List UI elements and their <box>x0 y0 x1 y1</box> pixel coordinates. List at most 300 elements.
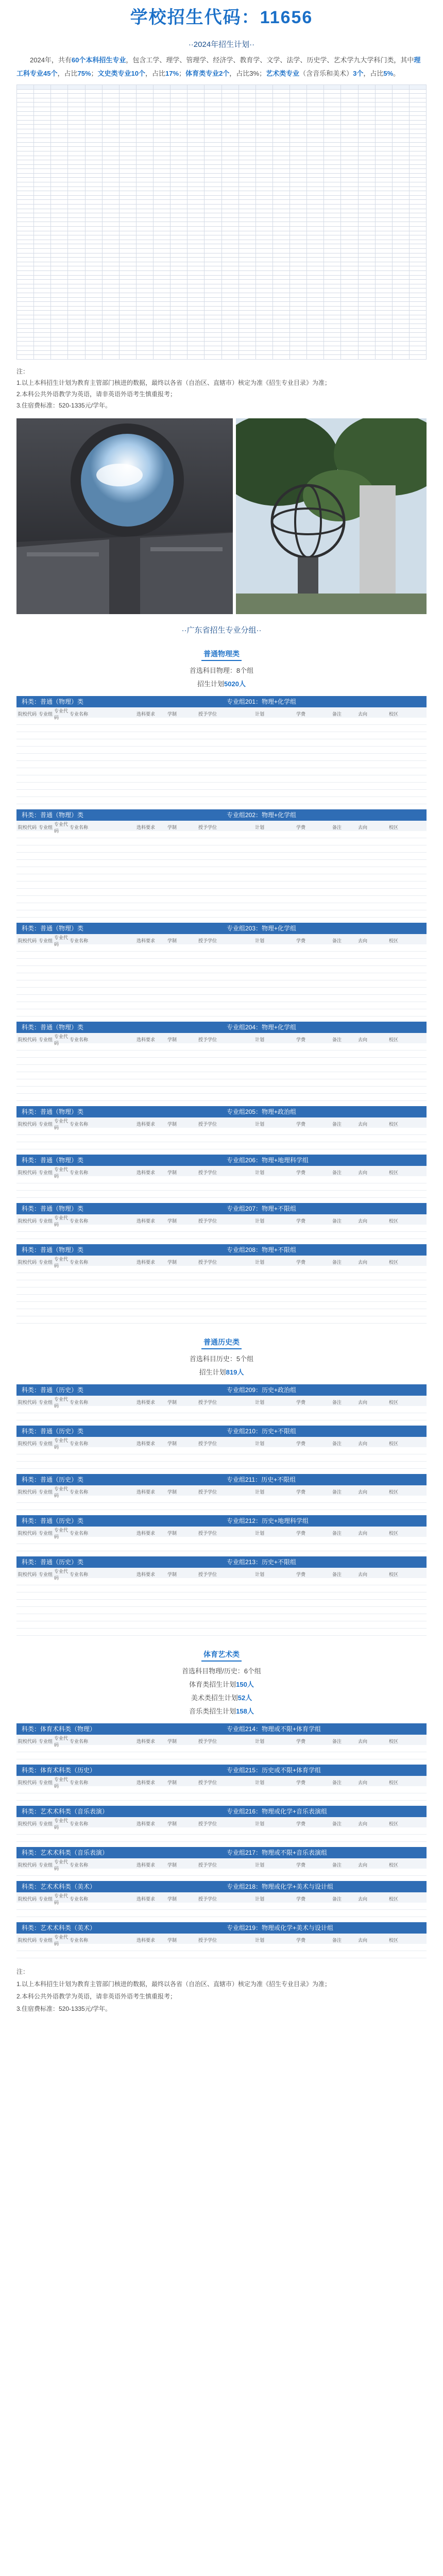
art-plan-label: 体育类招生计划 <box>189 1680 236 1688</box>
plan-table-cell <box>375 244 392 249</box>
plan-table-cell <box>188 187 205 191</box>
plan-table-cell <box>392 156 409 160</box>
phys-plan-value: 5020人 <box>224 680 246 688</box>
plan-table-cell <box>290 306 307 311</box>
plan-table-cell <box>238 275 255 280</box>
plan-table-cell <box>68 147 85 151</box>
plan-table-row <box>17 120 427 125</box>
plan-table-cell <box>341 222 358 227</box>
plan-table-cell <box>238 231 255 235</box>
plan-table-cell <box>222 302 238 307</box>
plan-table-cell <box>154 169 171 174</box>
column-header: 专业组 <box>39 825 53 831</box>
plan-table-cell <box>238 133 255 138</box>
plan-table-row <box>17 350 427 355</box>
plan-table-cell <box>188 191 205 196</box>
column-header: 去向 <box>358 1531 368 1536</box>
plan-table-cell <box>238 217 255 222</box>
table-row <box>16 1454 427 1462</box>
plan-table-cell <box>375 297 392 302</box>
plan-table-cell <box>238 164 255 169</box>
plan-table-row <box>17 142 427 147</box>
plan-table-row <box>17 222 427 227</box>
plan-table-cell <box>392 107 409 111</box>
plan-table-cell <box>392 111 409 116</box>
plan-table-cell <box>375 280 392 284</box>
plan-table-cell <box>68 129 85 133</box>
plan-table-cell <box>392 213 409 218</box>
plan-table-cell <box>392 85 409 90</box>
plan-table-cell <box>154 319 171 324</box>
plan-table-cell <box>188 156 205 160</box>
plan-table-cell <box>119 328 136 333</box>
plan-table-cell <box>119 169 136 174</box>
plan-table-cell <box>205 270 222 275</box>
plan-table-row <box>17 209 427 213</box>
plan-table-cell <box>17 89 34 94</box>
plan-table-cell <box>255 195 272 200</box>
plan-table-cell <box>102 240 119 244</box>
plan-table-cell <box>255 333 272 337</box>
table-row <box>16 853 427 860</box>
plan-table-cell <box>341 240 358 244</box>
plan-table-cell <box>358 151 375 156</box>
plan-table-cell <box>136 324 153 329</box>
plan-table-cell <box>409 284 426 289</box>
plan-table-cell <box>272 98 289 103</box>
plan-table-cell <box>392 133 409 138</box>
plan-table-cell <box>51 156 68 160</box>
plan-table-cell <box>68 240 85 244</box>
hist-group-meta <box>0 1352 443 1379</box>
plan-table-cell <box>255 142 272 147</box>
plan-table-cell <box>85 258 102 262</box>
plan-table-cell <box>222 350 238 355</box>
column-header: 学费 <box>296 1739 306 1744</box>
plan-table-cell <box>119 270 136 275</box>
plan-table-cell <box>238 103 255 107</box>
plan-table-cell <box>102 182 119 187</box>
hist-group-title <box>0 1336 443 1349</box>
plan-table-cell <box>205 266 222 271</box>
plan-table-cell <box>102 289 119 293</box>
major-group-name: 专业组207：物理+不限组 <box>227 1205 297 1213</box>
plan-table-cell <box>255 182 272 187</box>
plan-table-cell <box>119 293 136 297</box>
plan-table-cell <box>375 111 392 116</box>
plan-table-cell <box>188 107 205 111</box>
plan-table-cell <box>324 306 341 311</box>
plan-table-cell <box>171 231 188 235</box>
table-row <box>16 831 427 838</box>
major-group-table <box>16 1723 427 1759</box>
plan-table-row <box>17 297 427 302</box>
plan-table-cell <box>358 244 375 249</box>
plan-table-cell <box>136 258 153 262</box>
plan-table-cell <box>290 235 307 240</box>
plan-table-cell <box>188 85 205 90</box>
plan-table-cell <box>85 138 102 143</box>
plan-table-cell <box>119 142 136 147</box>
plan-table-cell <box>307 103 324 107</box>
plan-table-cell <box>154 217 171 222</box>
plan-table-cell <box>205 342 222 346</box>
plan-table-cell <box>136 98 153 103</box>
plan-table-cell <box>272 240 289 244</box>
plan-table-cell <box>34 231 51 235</box>
table-row <box>16 790 427 797</box>
plan-table-cell <box>68 258 85 262</box>
plan-table-cell <box>171 209 188 213</box>
note-line: 3.住宿费标准：520-1335元/学年。 <box>16 401 112 409</box>
plan-table-cell <box>392 205 409 209</box>
plan-table-cell <box>154 253 171 258</box>
plan-table-cell <box>255 173 272 178</box>
plan-table-cell <box>324 147 341 151</box>
column-header: 计划 <box>255 1938 265 1943</box>
plan-table-cell <box>17 355 34 360</box>
plan-table-cell <box>341 151 358 156</box>
plan-table-cell <box>85 187 102 191</box>
plan-table-row <box>17 160 427 165</box>
plan-table-cell <box>290 160 307 165</box>
plan-table-cell <box>188 94 205 98</box>
plan-table-cell <box>307 324 324 329</box>
plan-table-cell <box>136 125 153 129</box>
plan-table-cell <box>324 195 341 200</box>
plan-table-cell <box>255 107 272 111</box>
plan-table-cell <box>188 116 205 121</box>
major-group-category: 科类：普通（历史）类 <box>22 1428 84 1435</box>
plan-table-cell <box>119 315 136 319</box>
plan-table-cell <box>85 337 102 342</box>
plan-table-cell <box>392 328 409 333</box>
plan-table-cell <box>341 235 358 240</box>
plan-table-cell <box>205 350 222 355</box>
plan-table-cell <box>205 129 222 133</box>
plan-table-cell <box>136 195 153 200</box>
plan-table-cell <box>136 337 153 342</box>
plan-table-cell <box>324 187 341 191</box>
plan-table-cell <box>307 217 324 222</box>
plan-table-row <box>17 337 427 342</box>
table-row <box>16 1629 427 1636</box>
plan-table-cell <box>222 94 238 98</box>
plan-table-cell <box>119 209 136 213</box>
plan-table-cell <box>290 205 307 209</box>
plan-table-cell <box>68 244 85 249</box>
plan-table-cell <box>34 142 51 147</box>
column-header: 专业组 <box>39 1170 53 1176</box>
table-row <box>16 768 427 775</box>
column-header: 去向 <box>358 1938 368 1943</box>
column-header: 学制 <box>167 938 177 944</box>
major-group-header <box>16 1556 427 1568</box>
column-header: 专业组 <box>39 1441 53 1447</box>
plan-table-cell <box>68 311 85 315</box>
plan-table-cell <box>358 227 375 231</box>
column-header: 专业组 <box>39 1739 53 1744</box>
plan-table-cell <box>290 133 307 138</box>
major-group-category: 科类：普通（物理）类 <box>22 925 84 933</box>
plan-table-cell <box>290 151 307 156</box>
plan-table-cell <box>307 133 324 138</box>
art-group-title <box>0 1648 443 1662</box>
plan-table-cell <box>358 116 375 121</box>
plan-table-cell <box>272 187 289 191</box>
plan-table-cell <box>358 195 375 200</box>
plan-table-cell <box>154 280 171 284</box>
plan-table-cell <box>17 328 34 333</box>
plan-table-cell <box>341 324 358 329</box>
plan-table-cell <box>222 337 238 342</box>
plan-table-cell <box>324 107 341 111</box>
plan-table-cell <box>222 270 238 275</box>
plan-table-cell <box>171 142 188 147</box>
plan-table-cell <box>341 258 358 262</box>
column-header: 专业代码 <box>54 1256 69 1268</box>
plan-table-cell <box>341 129 358 133</box>
plan-table-cell <box>375 319 392 324</box>
plan-table-cell <box>85 120 102 125</box>
plan-table-cell <box>171 293 188 297</box>
plan-table-cell <box>68 270 85 275</box>
major-group-table <box>16 1474 427 1510</box>
plan-table-cell <box>409 120 426 125</box>
column-header: 备注 <box>332 1400 342 1405</box>
column-header: 备注 <box>332 1489 342 1495</box>
plan-table-cell <box>171 173 188 178</box>
plan-table-cell <box>34 205 51 209</box>
plan-table-cell <box>222 284 238 289</box>
plan-table-cell <box>68 284 85 289</box>
plan-table-cell <box>102 262 119 266</box>
plan-table-cell <box>307 248 324 253</box>
plan-table-cell <box>171 182 188 187</box>
plan-table-cell <box>119 217 136 222</box>
plan-table-cell <box>51 213 68 218</box>
plan-table-cell <box>409 89 426 94</box>
plan-table-cell <box>324 319 341 324</box>
column-header: 选科要求 <box>137 938 156 944</box>
plan-table-cell <box>17 270 34 275</box>
plan-table-cell <box>341 350 358 355</box>
plan-table-cell <box>85 240 102 244</box>
plan-table-cell <box>154 289 171 293</box>
table-row <box>16 1592 427 1600</box>
plan-table-cell <box>51 297 68 302</box>
plan-table-cell <box>154 125 171 129</box>
plan-table-cell <box>171 262 188 266</box>
plan-table-cell <box>272 129 289 133</box>
plan-table-cell <box>324 266 341 271</box>
column-header: 选科要求 <box>137 1780 156 1786</box>
plan-table-cell <box>238 142 255 147</box>
plan-table-cell <box>188 337 205 342</box>
intro-text: ，占比 <box>145 70 166 77</box>
plan-table-cell <box>375 262 392 266</box>
plan-table-cell <box>188 120 205 125</box>
plan-table-cell <box>375 289 392 293</box>
plan-table-cell <box>290 258 307 262</box>
column-header: 学制 <box>167 1821 177 1827</box>
plan-table-cell <box>255 266 272 271</box>
plan-table-cell <box>205 253 222 258</box>
plan-table-cell <box>188 217 205 222</box>
plan-table-cell <box>102 324 119 329</box>
plan-table-cell <box>255 178 272 182</box>
plan-table-cell <box>222 355 238 360</box>
plan-table-cell <box>222 142 238 147</box>
plan-table-cell <box>136 319 153 324</box>
column-header: 授予学位 <box>198 1862 217 1868</box>
plan-table-row <box>17 244 427 249</box>
plan-table-cell <box>222 222 238 227</box>
plan-table-cell <box>136 248 153 253</box>
major-group-header <box>16 1203 427 1214</box>
plan-table-cell <box>341 89 358 94</box>
plan-table-cell <box>119 289 136 293</box>
plan-table-cell <box>85 191 102 196</box>
table-row <box>16 1903 427 1910</box>
plan-table-cell <box>154 182 171 187</box>
plan-table-cell <box>51 111 68 116</box>
plan-table-cell <box>171 178 188 182</box>
column-header: 去向 <box>358 1862 368 1868</box>
plan-table-cell <box>290 213 307 218</box>
column-header: 专业代码 <box>54 1033 69 1046</box>
plan-table-cell <box>392 275 409 280</box>
plan-table-cell <box>341 231 358 235</box>
plan-table-cell <box>85 160 102 165</box>
plan-table-cell <box>255 342 272 346</box>
plan-table-cell <box>171 333 188 337</box>
plan-table-cell <box>375 266 392 271</box>
plan-table-cell <box>85 297 102 302</box>
plan-table-cell <box>409 302 426 307</box>
plan-table-cell <box>34 164 51 169</box>
column-header: 计划 <box>255 825 265 831</box>
plan-table-cell <box>34 302 51 307</box>
plan-table-row <box>17 169 427 174</box>
plan-table-cell <box>238 355 255 360</box>
plan-table-cell <box>205 346 222 351</box>
column-header: 学费 <box>296 1821 306 1827</box>
major-group-category: 科类：普通（历史）类 <box>22 1386 84 1394</box>
plan-table-cell <box>255 111 272 116</box>
plan-table-cell <box>34 346 51 351</box>
plan-table-cell <box>188 173 205 178</box>
plan-table-cell <box>188 244 205 249</box>
plan-table-cell <box>68 355 85 360</box>
major-group-header <box>16 1806 427 1817</box>
plan-table-cell <box>85 129 102 133</box>
plan-table-cell <box>375 120 392 125</box>
plan-table-cell <box>358 178 375 182</box>
plan-table-cell <box>324 235 341 240</box>
major-group-category: 科类：普通（物理）类 <box>22 1024 84 1031</box>
plan-table-cell <box>17 195 34 200</box>
plan-table-cell <box>102 280 119 284</box>
plan-table-cell <box>154 133 171 138</box>
plan-table-cell <box>238 116 255 121</box>
plan-table-cell <box>34 98 51 103</box>
plan-table-cell <box>171 200 188 205</box>
column-header: 校区 <box>389 1122 399 1127</box>
plan-table-cell <box>375 355 392 360</box>
plan-table-cell <box>119 200 136 205</box>
plan-table-cell <box>85 235 102 240</box>
plan-table-row <box>17 213 427 218</box>
plan-table-cell <box>68 302 85 307</box>
plan-table-cell <box>136 151 153 156</box>
column-header: 授予学位 <box>198 1441 217 1447</box>
column-header: 专业名称 <box>70 1037 89 1043</box>
plan-table-cell <box>119 355 136 360</box>
column-header: 院校代码 <box>18 1896 37 1902</box>
hist-plan-label: 招生计划 <box>199 1368 226 1376</box>
column-header: 专业名称 <box>70 1260 89 1265</box>
plan-table-cell <box>290 284 307 289</box>
plan-table-cell <box>205 337 222 342</box>
plan-table-cell <box>238 289 255 293</box>
plan-table-cell <box>392 200 409 205</box>
plan-table-cell <box>392 270 409 275</box>
art-plan-value: 52人 <box>237 1693 252 1702</box>
major-group-table <box>16 1426 427 1469</box>
plan-table-cell <box>222 98 238 103</box>
plan-table-cell <box>85 205 102 209</box>
phys-tables <box>0 696 443 1324</box>
plan-table-cell <box>171 275 188 280</box>
plan-table-cell <box>290 156 307 160</box>
plan-table-cell <box>68 182 85 187</box>
plan-table-cell <box>358 293 375 297</box>
column-header: 学制 <box>167 1780 177 1786</box>
major-group-columns <box>16 1568 427 1581</box>
plan-table-cell <box>171 120 188 125</box>
plan-table-cell <box>272 302 289 307</box>
plan-table-cell <box>307 231 324 235</box>
plan-table-cell <box>51 107 68 111</box>
plan-table-cell <box>102 311 119 315</box>
plan-table-cell <box>188 306 205 311</box>
art-group-title-text: 体育艺术类 <box>201 1648 242 1662</box>
plan-table-cell <box>51 138 68 143</box>
plan-table-cell <box>136 191 153 196</box>
major-group-columns <box>16 1033 427 1046</box>
plan-table-cell <box>154 258 171 262</box>
plan-table-cell <box>51 293 68 297</box>
plan-table-cell <box>51 147 68 151</box>
plan-table-cell <box>51 355 68 360</box>
plan-table-cell <box>102 98 119 103</box>
plan-table-cell <box>324 284 341 289</box>
column-header: 专业代码 <box>54 1437 69 1450</box>
plan-table-cell <box>272 253 289 258</box>
plan-table-cell <box>51 169 68 174</box>
plan-table-cell <box>341 315 358 319</box>
plan-table-row <box>17 147 427 151</box>
hist-group-line: 首选科目历史：5个组 <box>189 1354 254 1363</box>
plan-table-cell <box>222 138 238 143</box>
art-plan-value: 158人 <box>236 1707 254 1715</box>
plan-table-cell <box>205 89 222 94</box>
plan-table-cell <box>171 235 188 240</box>
plan-table-cell <box>154 293 171 297</box>
plan-table-cell <box>119 231 136 235</box>
column-header: 授予学位 <box>198 938 217 944</box>
